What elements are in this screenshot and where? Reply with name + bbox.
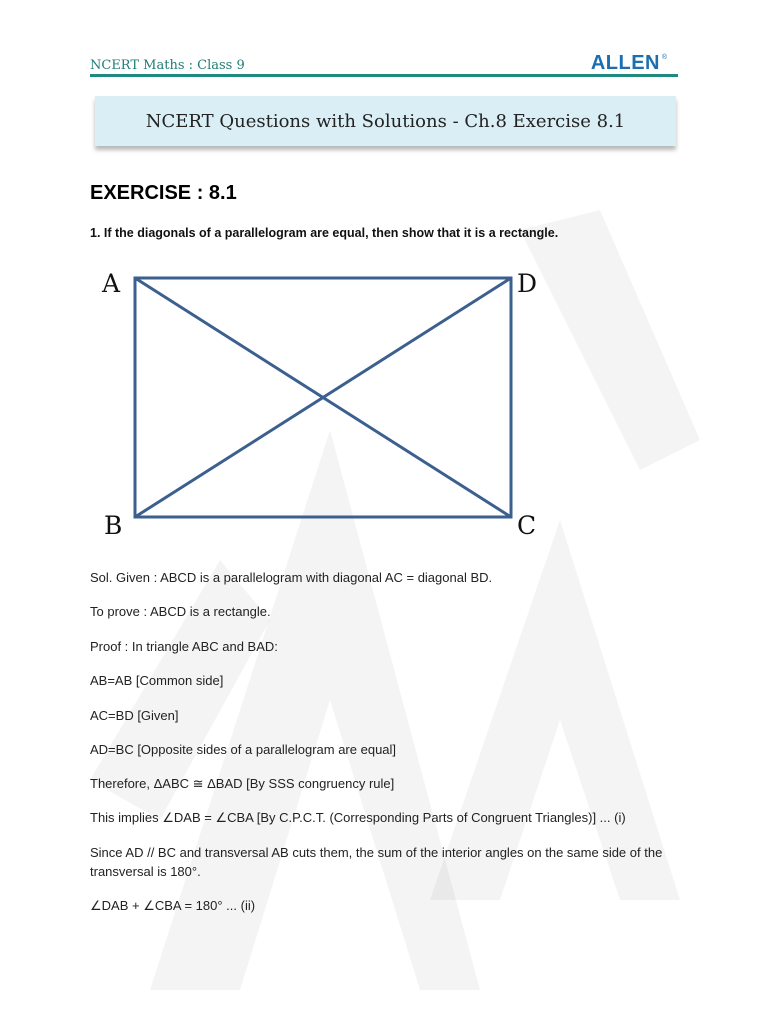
solution-line: Proof : In triangle ABC and BAD: (90, 639, 278, 654)
solution-line: This implies ∠DAB = ∠CBA [By C.P.C.T. (Corresponding Parts of Congruent Triangles)] ... (i) (90, 810, 626, 825)
header-title: NCERT Maths : Class 9 (90, 58, 245, 73)
vertex-label-c: C (517, 511, 537, 540)
solution-line: Since AD // BC and transversal AB cuts them, the sum of the interior angles on the same side of the transversal is 180°. (90, 845, 663, 879)
vertex-label-d: D (517, 269, 538, 298)
rectangle-diagram (90, 262, 560, 547)
solution-line: AB=AB [Common side] (90, 673, 224, 688)
vertex-label-b: B (104, 511, 123, 540)
question-1: 1. If the diagonals of a parallelogram are equal, then show that it is a rectangle. (90, 226, 559, 240)
solution-line: ∠DAB + ∠CBA = 180° ... (ii) (90, 898, 256, 913)
solution-line: AC=BD [Given] (90, 708, 179, 723)
registered-mark: ® (661, 54, 667, 61)
allen-logo: ALLEN (590, 52, 660, 74)
banner-title: NCERT Questions with Solutions - Ch.8 Exercise 8.1 (145, 110, 626, 132)
header-rule (90, 74, 678, 77)
solution-line: To prove : ABCD is a rectangle. (90, 604, 271, 619)
vertex-label-a: A (102, 269, 121, 298)
solution-line: AD=BC [Opposite sides of a parallelogram are equal] (90, 742, 397, 757)
title-banner (95, 96, 676, 146)
solution-line: Sol. Given : ABCD is a parallelogram with diagonal AC = diagonal BD. (90, 570, 493, 585)
exercise-heading: EXERCISE : 8.1 (90, 182, 237, 204)
solution-line: Therefore, ΔABC ≅ ΔBAD [By SSS congruency rule] (90, 776, 395, 791)
